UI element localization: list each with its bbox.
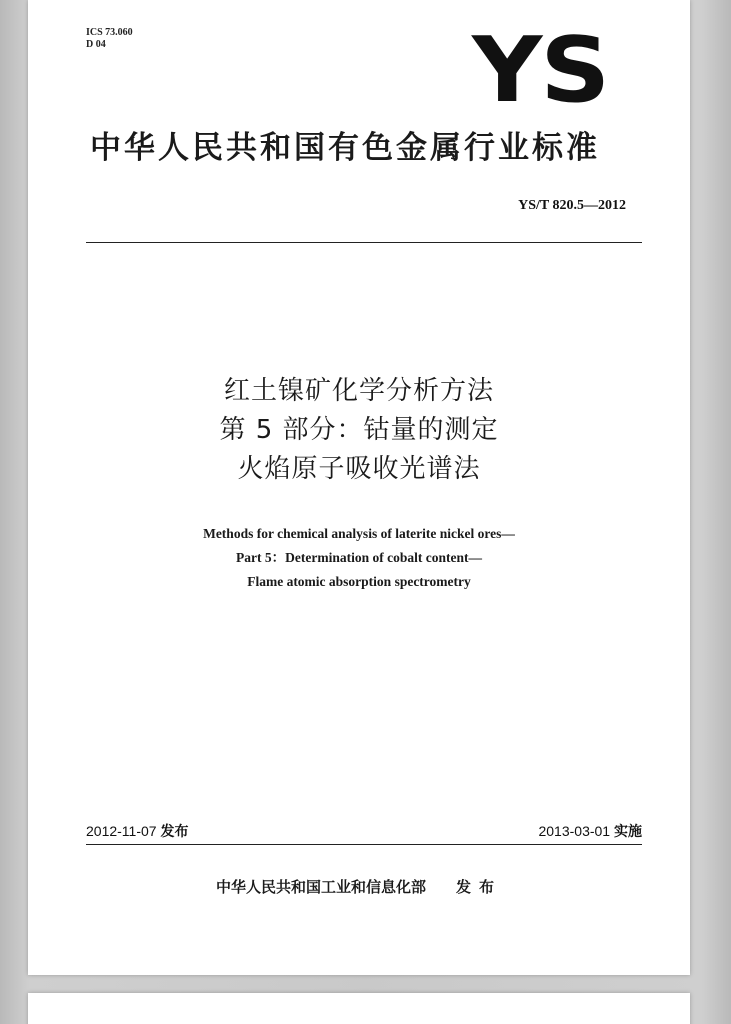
implement-date bbox=[538, 822, 642, 841]
ics-code: ICS 73.060 bbox=[86, 27, 133, 38]
classification-codes bbox=[86, 27, 133, 51]
chinese-title-line-2: 第 5 部分：钴量的测定 bbox=[219, 415, 499, 445]
dates-row bbox=[86, 822, 642, 842]
header-divider bbox=[86, 242, 642, 243]
chinese-title-line-1: 红土镍矿化学分析方法 bbox=[223, 376, 494, 406]
english-title bbox=[28, 522, 690, 594]
issuer-action: 发布 bbox=[456, 878, 503, 896]
implement-date-value: 2013-03-01 bbox=[538, 823, 611, 839]
english-title-line-3: Flame atomic absorption spectrometry bbox=[247, 574, 471, 589]
issuer-line bbox=[28, 877, 690, 897]
document-page bbox=[28, 0, 690, 975]
ccs-code: D 04 bbox=[86, 39, 106, 50]
issue-date-label: 发布 bbox=[160, 824, 189, 840]
english-title-line-2: Part 5：Determination of cobalt content— bbox=[236, 550, 482, 565]
english-title-line-1: Methods for chemical analysis of laterite nickel ores— bbox=[203, 526, 515, 541]
chinese-title-line-3: 火焰原子吸收光谱法 bbox=[237, 454, 481, 484]
issue-date bbox=[86, 822, 188, 841]
issue-date-value: 2012-11-07 bbox=[86, 823, 157, 839]
standard-number: YS/T 820.5—2012 bbox=[518, 198, 626, 213]
chinese-title bbox=[28, 372, 690, 489]
next-page-preview bbox=[28, 993, 690, 1024]
ys-logo: YS bbox=[472, 18, 609, 123]
issuer-name: 中华人民共和国工业和信息化部 bbox=[215, 878, 426, 896]
organization-title: 中华人民共和国有色金属行业标准 bbox=[90, 130, 600, 166]
implement-date-label: 实施 bbox=[614, 824, 642, 840]
footer-divider bbox=[86, 844, 642, 845]
